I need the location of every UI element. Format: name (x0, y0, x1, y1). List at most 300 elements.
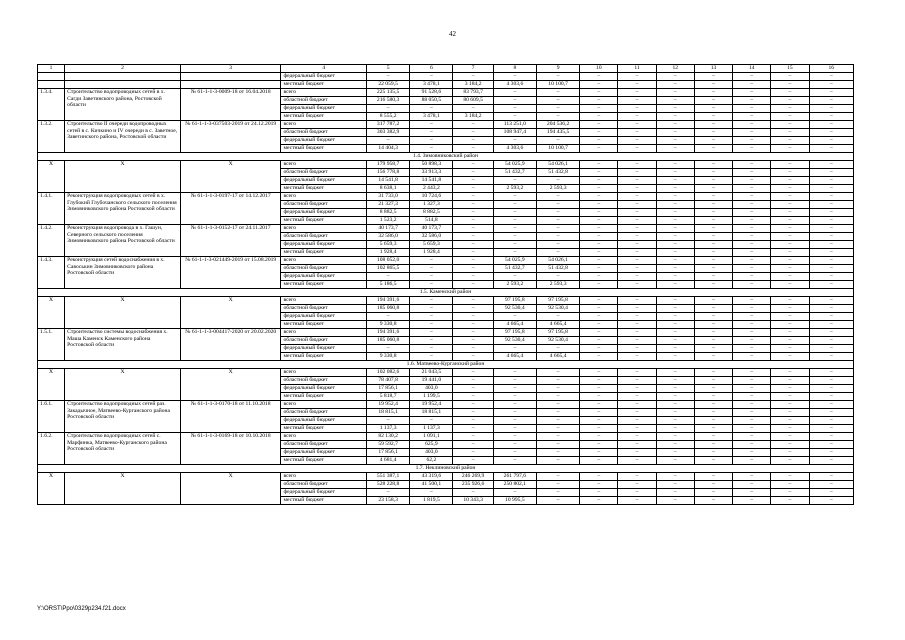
amount-cell: – (536, 369, 579, 377)
column-number: 8 (493, 65, 536, 73)
amount-cell: – (618, 161, 656, 169)
amount-cell: – (656, 177, 694, 185)
amount-cell: – (733, 225, 771, 233)
amount-cell: – (580, 217, 618, 225)
column-number: 9 (536, 65, 579, 73)
column-number: 3 (180, 65, 281, 73)
amount-cell: – (809, 393, 853, 401)
amount-cell: – (453, 297, 493, 305)
amount-cell: – (656, 369, 694, 377)
table-row (38, 161, 854, 169)
amount-cell: – (366, 273, 409, 281)
amount-cell: – (453, 321, 493, 329)
amount-cell: 40 173,7 (410, 225, 453, 233)
amount-cell: – (618, 449, 656, 457)
column-number: 11 (618, 65, 656, 73)
amount-cell: – (366, 417, 409, 425)
amount-cell: – (618, 121, 656, 129)
amount-cell: – (580, 225, 618, 233)
funding-source: всего (281, 433, 367, 441)
amount-cell: 2 593,2 (493, 185, 536, 193)
table-row (38, 297, 854, 305)
amount-cell: – (694, 217, 732, 225)
amount-cell: – (733, 425, 771, 433)
amount-cell: – (733, 281, 771, 289)
amount-cell: 179 958,7 (366, 161, 409, 169)
amount-cell: – (536, 97, 579, 105)
amount-cell: – (410, 129, 453, 137)
amount-cell: 250 802,1 (493, 481, 536, 489)
item-description: Строительство II очереди водопроводных сетей в с. Кичкино и IV очереди в с. Заветное, Заветинского района, Ростовской области (65, 121, 181, 153)
amount-cell: 303 382,9 (366, 129, 409, 137)
amount-cell: – (809, 497, 853, 505)
amount-cell: 62,2 (410, 457, 453, 465)
amount-cell: – (809, 249, 853, 257)
amount-cell: – (656, 209, 694, 217)
amount-cell: – (410, 273, 453, 281)
amount-cell: 194 391,6 (366, 297, 409, 305)
amount-cell: – (809, 81, 853, 89)
amount-cell: – (580, 481, 618, 489)
item-reference: № 61-1-1-3-0009-18 от 16.04.2018 (180, 89, 281, 121)
amount-cell: – (771, 73, 809, 81)
amount-cell: – (493, 97, 536, 105)
amount-cell: – (809, 193, 853, 201)
amount-cell: – (694, 177, 732, 185)
amount-cell: – (771, 329, 809, 337)
item-reference: № 61-1-1-3-0197-17 от 14.12.2017 (180, 193, 281, 225)
amount-cell: 32 586,0 (366, 233, 409, 241)
amount-cell: – (453, 345, 493, 353)
amount-cell: – (493, 377, 536, 385)
funding-source: федеральный бюджет (281, 489, 367, 497)
amount-cell: – (536, 401, 579, 409)
amount-cell: – (656, 97, 694, 105)
amount-cell: – (536, 393, 579, 401)
amount-cell: – (694, 273, 732, 281)
amount-cell: – (694, 385, 732, 393)
amount-cell: – (410, 321, 453, 329)
amount-cell: – (366, 105, 409, 113)
item-reference (180, 81, 281, 89)
amount-cell: 1 091,1 (410, 433, 453, 441)
amount-cell: – (536, 489, 579, 497)
amount-cell: – (694, 473, 732, 481)
amount-cell: – (656, 73, 694, 81)
amount-cell: – (453, 225, 493, 233)
amount-cell: – (809, 377, 853, 385)
section-title: 1.6. Матвеево-Курганский район (38, 361, 854, 369)
amount-cell: – (580, 321, 618, 329)
amount-cell: – (733, 169, 771, 177)
amount-cell: – (580, 425, 618, 433)
amount-cell: – (809, 185, 853, 193)
amount-cell: – (771, 281, 809, 289)
funding-source: всего (281, 369, 367, 377)
budget-table (37, 64, 854, 505)
column-number-row (38, 65, 854, 73)
amount-cell: – (771, 81, 809, 89)
amount-cell: – (656, 305, 694, 313)
amount-cell: – (809, 457, 853, 465)
amount-cell: – (733, 249, 771, 257)
amount-cell: – (656, 481, 694, 489)
amount-cell: – (771, 201, 809, 209)
amount-cell: – (453, 449, 493, 457)
amount-cell: 21 327,3 (366, 201, 409, 209)
amount-cell: – (580, 409, 618, 417)
amount-cell: – (694, 137, 732, 145)
amount-cell: – (694, 225, 732, 233)
funding-source: местный бюджет (281, 497, 367, 505)
funding-source: всего (281, 161, 367, 169)
amount-cell: – (694, 97, 732, 105)
amount-cell: – (771, 233, 809, 241)
amount-cell: – (809, 241, 853, 249)
amount-cell: 102 082,6 (366, 369, 409, 377)
funding-source: всего (281, 193, 367, 201)
amount-cell: – (809, 265, 853, 273)
amount-cell: – (733, 353, 771, 361)
amount-cell: – (618, 393, 656, 401)
amount-cell: – (694, 161, 732, 169)
item-number: Х (38, 369, 65, 401)
amount-cell: – (694, 377, 732, 385)
amount-cell: – (493, 401, 536, 409)
amount-cell: – (493, 137, 536, 145)
amount-cell: – (580, 201, 618, 209)
amount-cell: – (410, 305, 453, 313)
amount-cell: – (656, 417, 694, 425)
amount-cell: – (618, 385, 656, 393)
amount-cell: – (493, 113, 536, 121)
amount-cell: – (493, 489, 536, 497)
amount-cell: – (618, 73, 656, 81)
amount-cell: – (771, 113, 809, 121)
item-description: Х (65, 161, 181, 193)
amount-cell: – (771, 425, 809, 433)
amount-cell: – (618, 417, 656, 425)
amount-cell: 528 228,8 (366, 481, 409, 489)
amount-cell: 514,8 (410, 217, 453, 225)
amount-cell: – (733, 137, 771, 145)
amount-cell: 204 536,2 (536, 121, 579, 129)
amount-cell: – (656, 473, 694, 481)
amount-cell: – (771, 209, 809, 217)
amount-cell: – (618, 305, 656, 313)
amount-cell: – (410, 337, 453, 345)
item-reference: Х (180, 161, 281, 193)
amount-cell: – (809, 201, 853, 209)
column-number: 16 (809, 65, 853, 73)
amount-cell: – (536, 273, 579, 281)
amount-cell: – (733, 497, 771, 505)
amount-cell: 1 523,2 (366, 217, 409, 225)
funding-source: всего (281, 329, 367, 337)
amount-cell: – (580, 393, 618, 401)
amount-cell: – (809, 121, 853, 129)
amount-cell: – (536, 201, 579, 209)
item-number (38, 73, 65, 81)
amount-cell: – (771, 177, 809, 185)
amount-cell: – (453, 201, 493, 209)
amount-cell: – (493, 177, 536, 185)
table-row (38, 257, 854, 265)
amount-cell: – (771, 121, 809, 129)
amount-cell: – (733, 209, 771, 217)
amount-cell: – (733, 369, 771, 377)
amount-cell: – (580, 169, 618, 177)
funding-source: федеральный бюджет (281, 105, 367, 113)
amount-cell: – (453, 417, 493, 425)
amount-cell: – (733, 201, 771, 209)
amount-cell: 50 898,3 (410, 161, 453, 169)
amount-cell: – (809, 481, 853, 489)
amount-cell: – (618, 185, 656, 193)
amount-cell: – (733, 481, 771, 489)
funding-source: федеральный бюджет (281, 345, 367, 353)
amount-cell: – (618, 193, 656, 201)
item-reference: Х (180, 369, 281, 401)
column-number: 1 (38, 65, 65, 73)
amount-cell: 5 186,5 (366, 281, 409, 289)
amount-cell: – (618, 281, 656, 289)
amount-cell: – (694, 265, 732, 273)
amount-cell: – (453, 393, 493, 401)
amount-cell: – (656, 433, 694, 441)
amount-cell: – (656, 257, 694, 265)
amount-cell: – (536, 417, 579, 425)
amount-cell: – (809, 257, 853, 265)
amount-cell: – (493, 217, 536, 225)
amount-cell: – (809, 113, 853, 121)
amount-cell: 19 952,4 (410, 401, 453, 409)
amount-cell: – (809, 321, 853, 329)
amount-cell: – (580, 121, 618, 129)
amount-cell: – (771, 481, 809, 489)
amount-cell: – (580, 113, 618, 121)
amount-cell: 22 059,5 (366, 81, 409, 89)
amount-cell: 185 060,8 (366, 305, 409, 313)
amount-cell: – (771, 433, 809, 441)
funding-source: всего (281, 225, 367, 233)
amount-cell: 54 026,1 (536, 257, 579, 265)
amount-cell: – (771, 377, 809, 385)
amount-cell: 5 818,7 (366, 393, 409, 401)
section-row (38, 289, 854, 297)
amount-cell: – (618, 425, 656, 433)
amount-cell: – (733, 393, 771, 401)
item-description: Х (65, 473, 181, 505)
item-number: Х (38, 473, 65, 505)
amount-cell: – (618, 241, 656, 249)
amount-cell: – (809, 369, 853, 377)
amount-cell: – (694, 209, 732, 217)
amount-cell: – (656, 193, 694, 201)
amount-cell: 14 541,8 (366, 177, 409, 185)
amount-cell: – (618, 265, 656, 273)
amount-cell: – (733, 329, 771, 337)
amount-cell: 31 733,0 (366, 193, 409, 201)
section-title: 1.4. Зимовниковский район (38, 153, 854, 161)
amount-cell: 3 184,2 (453, 113, 493, 121)
amount-cell: – (733, 217, 771, 225)
amount-cell: 3 478,1 (410, 81, 453, 89)
amount-cell: – (694, 145, 732, 153)
amount-cell: – (580, 281, 618, 289)
amount-cell: – (733, 409, 771, 417)
amount-cell: – (410, 73, 453, 81)
amount-cell: – (656, 353, 694, 361)
amount-cell: – (694, 233, 732, 241)
funding-source: всего (281, 89, 367, 97)
amount-cell: – (453, 385, 493, 393)
amount-cell: 78 407,8 (366, 377, 409, 385)
amount-cell: – (771, 89, 809, 97)
amount-cell: 88 050,5 (410, 97, 453, 105)
amount-cell: – (694, 321, 732, 329)
amount-cell: 4 665,4 (493, 321, 536, 329)
amount-cell: 91 528,6 (410, 89, 453, 97)
amount-cell: – (809, 305, 853, 313)
amount-cell: 9 330,8 (366, 353, 409, 361)
amount-cell: 156 778,8 (366, 169, 409, 177)
amount-cell: – (536, 241, 579, 249)
amount-cell: – (656, 329, 694, 337)
amount-cell: – (618, 129, 656, 137)
amount-cell: 1 819,5 (410, 497, 453, 505)
amount-cell: – (453, 249, 493, 257)
item-number: 1.3.4. (38, 89, 65, 121)
amount-cell: – (733, 113, 771, 121)
amount-cell: 92 530,4 (536, 305, 579, 313)
funding-source: областной бюджет (281, 377, 367, 385)
amount-cell: – (694, 281, 732, 289)
item-reference: № 61-1-1-3-037503-2019 от 24.12.2019 (180, 121, 281, 153)
page-number: 42 (449, 30, 456, 38)
amount-cell: – (656, 129, 694, 137)
amount-cell: – (771, 457, 809, 465)
amount-cell: – (656, 385, 694, 393)
amount-cell: – (656, 409, 694, 417)
item-reference: № 61-1-1-3-0152-17 от 24.11.2017 (180, 225, 281, 257)
amount-cell: – (809, 489, 853, 497)
amount-cell: – (618, 377, 656, 385)
funding-source: федеральный бюджет (281, 241, 367, 249)
amount-cell: – (771, 217, 809, 225)
amount-cell: 92 530,4 (536, 337, 579, 345)
amount-cell: – (809, 425, 853, 433)
amount-cell: – (618, 113, 656, 121)
amount-cell: – (694, 369, 732, 377)
amount-cell: 5 659,3 (366, 241, 409, 249)
amount-cell: – (580, 137, 618, 145)
amount-cell: 14 404,3 (366, 145, 409, 153)
amount-cell: – (656, 345, 694, 353)
section-row (38, 361, 854, 369)
column-number: 12 (656, 65, 694, 73)
amount-cell: – (809, 297, 853, 305)
amount-cell: 2 593,3 (536, 185, 579, 193)
amount-cell: – (493, 209, 536, 217)
amount-cell: – (536, 377, 579, 385)
amount-cell: – (656, 145, 694, 153)
amount-cell: – (694, 185, 732, 193)
amount-cell: – (809, 345, 853, 353)
amount-cell: – (733, 377, 771, 385)
amount-cell: – (493, 225, 536, 233)
amount-cell: 625,9 (410, 441, 453, 449)
amount-cell: 225 135,5 (366, 89, 409, 97)
funding-source: федеральный бюджет (281, 177, 367, 185)
funding-source: федеральный бюджет (281, 417, 367, 425)
item-reference: № 61-1-1-3-0170-18 от 11.10.2018 (180, 401, 281, 433)
amount-cell: – (656, 185, 694, 193)
funding-source: местный бюджет (281, 249, 367, 257)
amount-cell: – (453, 121, 493, 129)
amount-cell: – (580, 385, 618, 393)
amount-cell: – (656, 121, 694, 129)
amount-cell: – (771, 137, 809, 145)
funding-source: областной бюджет (281, 169, 367, 177)
amount-cell: – (536, 385, 579, 393)
amount-cell: – (536, 225, 579, 233)
amount-cell: – (618, 297, 656, 305)
amount-cell: – (733, 73, 771, 81)
funding-source: федеральный бюджет (281, 273, 367, 281)
amount-cell: – (580, 265, 618, 273)
item-number: 1.4.2. (38, 225, 65, 257)
amount-cell: – (493, 409, 536, 417)
amount-cell: – (694, 113, 732, 121)
amount-cell: – (771, 105, 809, 113)
amount-cell: 403,0 (410, 449, 453, 457)
amount-cell: 2 443,2 (410, 185, 453, 193)
amount-cell: – (656, 113, 694, 121)
amount-cell: – (493, 313, 536, 321)
amount-cell: – (410, 313, 453, 321)
amount-cell: – (656, 89, 694, 97)
amount-cell: 2 593,3 (536, 281, 579, 289)
amount-cell: 43 319,6 (410, 473, 453, 481)
amount-cell: 8 882,5 (410, 209, 453, 217)
amount-cell: – (809, 225, 853, 233)
item-reference: Х (180, 297, 281, 329)
item-reference: № 61-1-1-3-021449-2019 от 15.08.2019 (180, 257, 281, 289)
amount-cell: – (536, 73, 579, 81)
amount-cell: – (733, 345, 771, 353)
amount-cell: – (618, 225, 656, 233)
amount-cell: – (771, 369, 809, 377)
amount-cell: – (809, 169, 853, 177)
amount-cell: – (694, 393, 732, 401)
amount-cell: – (410, 329, 453, 337)
amount-cell: – (809, 441, 853, 449)
amount-cell: 113 251,0 (493, 121, 536, 129)
amount-cell: – (493, 369, 536, 377)
amount-cell: – (536, 457, 579, 465)
amount-cell: – (733, 97, 771, 105)
amount-cell: – (809, 449, 853, 457)
amount-cell: – (453, 489, 493, 497)
amount-cell: – (771, 449, 809, 457)
item-description: Реконструкция водопроводных сетей в х. Глубокий Глубочанского сельского поселения Зимовниковского района Ростовской области (65, 193, 181, 225)
amount-cell: 246 269,9 (453, 473, 493, 481)
amount-cell: – (580, 345, 618, 353)
amount-cell: – (493, 449, 536, 457)
amount-cell: – (493, 201, 536, 209)
amount-cell: 551 387,1 (366, 473, 409, 481)
